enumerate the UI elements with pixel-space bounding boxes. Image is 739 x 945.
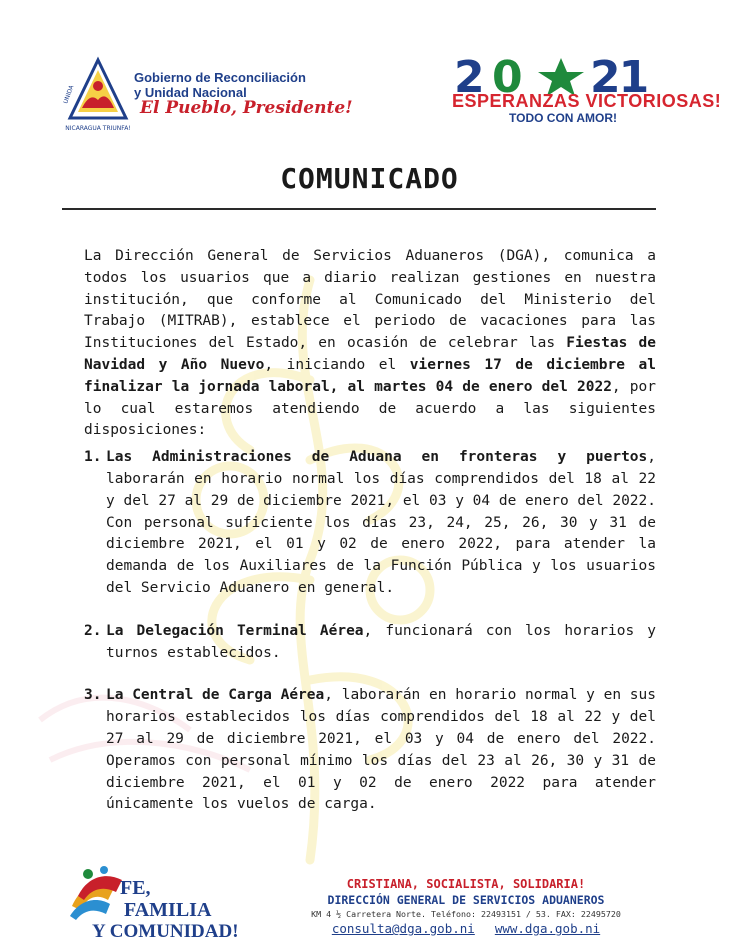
year-slogan-line2: TODO CON AMOR!	[509, 111, 617, 125]
emblem-bottom-text: NICARAGUA TRIUNFA!	[65, 125, 131, 132]
list-item	[84, 447, 656, 600]
footer-org-name: DIRECCIÓN GENERAL DE SERVICIOS ADUANEROS	[327, 893, 605, 907]
intro-text: La Dirección General de Servicios Aduaneros (DGA), comunica a todos los usuarios que a diario realizan gestiones en nuestra institución, que conforme al Comunicado del Ministerio del Trabajo (MITRAB), establece el periodo de vacaciones para las Instituciones del Estado, en ocasión de celebrar las	[84, 248, 656, 352]
year-digits-21: 21	[590, 52, 648, 103]
ffc-line1: FE,	[120, 877, 151, 899]
intro-bold-text: Fiestas de Navidad y Año Nuevo	[84, 335, 656, 373]
gov-emblem-icon	[64, 56, 132, 136]
list-item-number: 1.	[84, 449, 102, 466]
intro-bold-text: viernes 17 de diciembre al finalizar la jornada laboral, al martes 04 de enero del 2022	[84, 356, 656, 395]
title-divider	[62, 208, 656, 210]
fe-familia-comunidad-logo	[68, 866, 239, 942]
year-slogan-line1: ESPERANZAS VICTORIOSAS!	[452, 91, 722, 111]
list-item-heading: La Central de Carga Aérea	[106, 687, 325, 704]
footer-address: KM 4 ½ Carretera Norte. Teléfono: 22493151 / 53. FAX: 22495720	[311, 909, 621, 919]
list-item-text: , funcionará con los horarios y turnos establecidos.	[106, 622, 657, 661]
gov-name	[134, 70, 306, 100]
year-2021-logo	[452, 52, 722, 134]
gov-slogan: El Pueblo, Presidente!	[140, 98, 353, 118]
document-body	[84, 246, 656, 816]
gov-name-line2: y Unidad Nacional	[134, 85, 247, 100]
ffc-line3: Y COMUNIDAD!	[92, 921, 239, 942]
list-item	[84, 621, 656, 665]
list-item-heading: Las Administraciones de Aduana en fronteras y puertos	[106, 449, 648, 466]
family-figures-icon	[68, 866, 128, 922]
page-title: COMUNICADO	[280, 162, 459, 195]
footer-links	[256, 921, 676, 937]
emblem-side-text: UNIDA	[62, 84, 76, 105]
year-digit-2: 2	[454, 52, 483, 103]
gov-name-line1: Gobierno de Reconciliación	[134, 70, 306, 85]
list-item	[84, 685, 656, 816]
email-link[interactable]: consulta@dga.gob.ni	[331, 921, 475, 936]
list-item-text: , laborarán en horario normal los días comprendidos del 18 al 22 y del 27 al 29 de diciembre 2021, el 03 y 04 de enero del 2022. Con personal suficiente los días 23, 24, 25, 26, 30 y 31 de diciembre 2021, el 01 y 02 de enero 2022, para atender la demanda de los Auxiliares de la Función Pública y los usuarios del Servicio Aduanero en general.	[106, 449, 656, 596]
ffc-line2: FAMILIA	[124, 899, 212, 921]
year-digit-0: 0	[492, 52, 521, 103]
footer-motto: CRISTIANA, SOCIALISTA, SOLIDARIA!	[346, 877, 586, 891]
list-item-number: 3.	[84, 687, 102, 704]
list-item-text: , laborarán en horario normal y en sus horarios establecidos los días comprendidos del 18 al 22 y del 27 al 29 de diciembre 2021, el 03 y 04 de enero del 2022. Operamos con personal mínimo los días del 23 al 26, 30 y 31 de diciembre 2021, el 01 y 02 de enero 2022 para atender únicamente los vuelos de carga.	[106, 687, 656, 813]
footer	[256, 876, 676, 937]
intro-text: , iniciando el	[264, 356, 410, 373]
list-item-heading: La Delegación Terminal Aérea	[106, 622, 364, 639]
intro-paragraph	[84, 246, 656, 442]
website-link[interactable]: www.dga.gob.ni	[494, 921, 601, 936]
intro-text: , por lo cual estaremos atendiendo de acuerdo a las siguientes disposiciones:	[84, 378, 656, 439]
list-item-number: 2.	[84, 622, 102, 639]
